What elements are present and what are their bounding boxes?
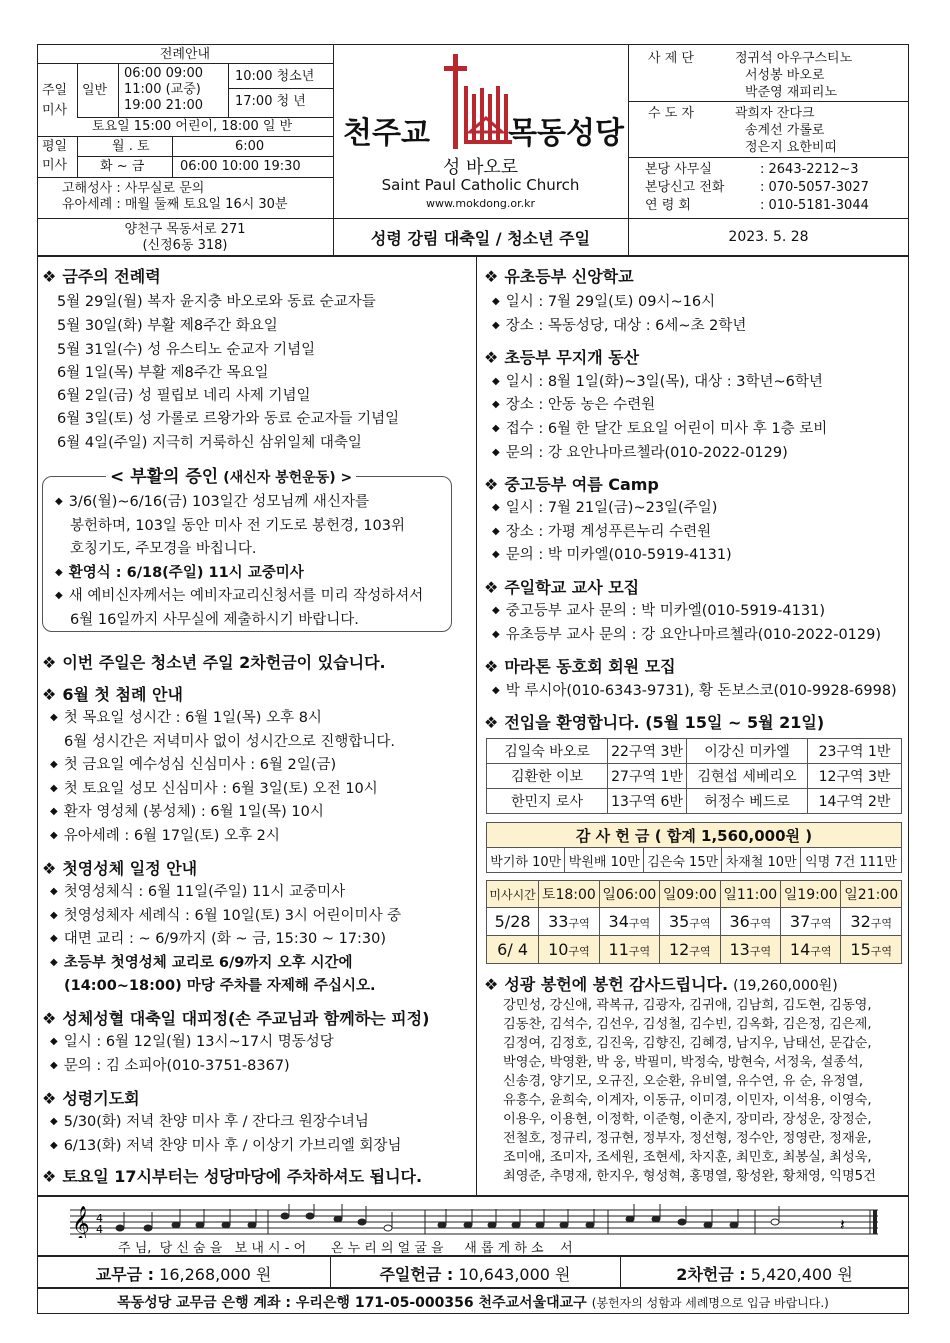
thanks-item: 김은숙 15만 <box>643 848 721 873</box>
second-collection-value: 5,420,400 원 <box>750 1265 853 1284</box>
duty-zone <box>841 908 902 936</box>
religious-name-3: 정은지 요한비띠 <box>745 140 838 155</box>
religious-name-1: 곽희자 잔다크 <box>735 106 815 121</box>
liturgy-item: 6월 1일(목) 부활 제8주간 목요일 <box>57 365 269 381</box>
table-row <box>487 823 902 848</box>
rainbow-line: ◆ 문의 : 강 요안나마르첼라(010-2022-0129) <box>492 441 788 462</box>
welcome-zone: 13구역 6반 <box>608 789 687 814</box>
school-line: ◆ 장소 : 목동성당, 대상 : 6세~초 2학년 <box>492 314 746 335</box>
welcome-heading: ❖ 전입을 환영합니다. (5월 15일 ~ 5월 21일) <box>484 710 824 733</box>
duty-zone-number: 32 <box>850 912 871 931</box>
welcome-name: 한민지 로사 <box>487 789 608 814</box>
liturgy-item: 5월 30일(화) 부활 제8주간 화요일 <box>57 318 278 334</box>
prayer-heading: ❖ 성령기도회 <box>42 1086 140 1109</box>
duty-zone-number: 34 <box>608 912 629 931</box>
communion-line: ◆ 대면 교리 : ~ 6/9까지 (화 ~ 금, 15:30 ~ 17:30) <box>50 927 386 948</box>
school-line: ◆ 일시 : 7월 29일(토) 09시~16시 <box>492 290 715 311</box>
mass-duty-table <box>486 880 902 964</box>
sunday-mass-label2: 미사 <box>42 103 68 118</box>
school-heading: ❖ 유초등부 신앙학교 <box>484 264 634 287</box>
first-week-line: 6월 성시간은 저녁미사 없이 성시간으로 진행합니다. <box>64 734 396 750</box>
donors-line: 강민성, 강신애, 곽복규, 김광자, 김귀애, 김남희, 김도현, 김동영, <box>503 998 872 1013</box>
table-row <box>487 908 902 936</box>
address-line1: 양천구 목동서로 271 <box>124 222 246 237</box>
first-week-line: ◆ 첫 금요일 예수성심 신심미사 : 6월 2일(금) <box>50 753 336 774</box>
liturgy-heading: ❖ 금주의 전례력 <box>42 264 161 287</box>
clergy-role-priests: 사 제 단 <box>648 51 694 66</box>
table-row <box>487 789 902 814</box>
first-week-heading: ❖ 6월 첫 첨례 안내 <box>42 682 183 705</box>
welcome-zone: 23구역 1반 <box>808 739 902 764</box>
sunday-time-1: 06:00 09:00 <box>124 66 204 81</box>
first-week-line: ◆ 첫 목요일 성시간 : 6월 1일(목) 오후 8시 <box>50 706 322 727</box>
witness-line: ◆ 3/6(월)~6/16(금) 103일간 성모님께 새신자를 <box>55 490 369 511</box>
teachers-line: ◆ 중고등부 교사 문의 : 박 미카엘(010-5919-4131) <box>492 599 825 620</box>
patron-name: 성 바오로 <box>442 157 519 178</box>
teachers-heading: ❖ 주일학교 교사 모집 <box>484 575 639 598</box>
duty-zone <box>781 908 841 936</box>
contact-value-report: : 070-5057-3027 <box>760 180 869 195</box>
communion-heading: ❖ 첫영성체 일정 안내 <box>42 856 197 879</box>
table-row <box>487 764 902 789</box>
duty-header: 일11:00 <box>720 881 780 908</box>
duty-zone <box>660 936 720 964</box>
donors-line: 김정여, 김정호, 김진욱, 김향진, 김혜경, 남지우, 남태선, 문갑순, <box>503 1036 872 1051</box>
contact-value-office: : 2643-2212~3 <box>760 162 859 177</box>
bulletin-date: 2023. 5. 28 <box>728 229 809 245</box>
second-collection-label: 2차헌금 : <box>676 1265 746 1284</box>
communion-line: (14:00~18:00) 마당 주차를 자제해 주십시오. <box>64 978 376 994</box>
religious-name-2: 송계선 가롤로 <box>745 123 825 138</box>
duty-zone <box>720 908 780 936</box>
baptism-note: 유아세례 : 매월 둘째 토요일 16시 30분 <box>62 197 288 212</box>
prayer-line: ◆ 6/13(화) 저녁 찬양 미사 후 / 이상기 가브리엘 회장님 <box>50 1134 401 1155</box>
sunday-time-3: 19:00 21:00 <box>124 98 204 113</box>
saturday-mass-line: 토요일 15:00 어린이, 18:00 일 반 <box>92 119 293 134</box>
donors-line: 이용우, 이용현, 이정학, 이준형, 이춘지, 장미라, 장성운, 장정순, <box>503 1112 872 1127</box>
priest-name-1: 정귀석 아우구스티노 <box>735 51 853 66</box>
bank-account: 목동성당 교무금 은행 계좌 : 우리은행 171-05-000356 천주교서울대교구 <box>117 1295 587 1311</box>
witness-title: < 부활의 증인 <box>110 467 219 487</box>
welcome-name: 김환한 이보 <box>487 764 608 789</box>
duty-zone-number: 10 <box>548 940 569 959</box>
donors-line: 최영준, 추명재, 한지우, 형성혁, 홍명열, 황성완, 황채영, 익명5건 <box>503 1169 876 1184</box>
welcome-table <box>486 738 902 814</box>
donors-line: 전철호, 정규리, 정규현, 정부자, 정선형, 정수안, 정영란, 정재윤, <box>503 1131 872 1146</box>
zone-suffix: 구역 <box>628 917 651 930</box>
clergy-role-religious: 수 도 자 <box>648 106 694 121</box>
contact-label-report: 본당신고 전화 <box>645 180 725 195</box>
confession-note: 고해성사 : 사무실로 문의 <box>62 181 205 196</box>
liturgy-item: 5월 31일(수) 성 유스티노 순교자 기념일 <box>57 342 316 358</box>
name-left: 천주교 <box>343 116 430 151</box>
donors-list <box>503 996 876 1186</box>
duty-zone <box>660 908 720 936</box>
weekday-mass-label: 평일 <box>42 139 68 154</box>
svg-text:𝄞: 𝄞 <box>72 1206 90 1238</box>
weekday-mass-label2: 미사 <box>42 158 68 173</box>
corpus-line: ◆ 문의 : 김 소피아(010-3751-8367) <box>50 1054 290 1075</box>
priest-name-2: 서성봉 바오로 <box>745 68 825 83</box>
table-row <box>487 848 902 873</box>
thanks-item: 익명 7건 111만 <box>800 848 901 873</box>
table-row <box>487 881 902 908</box>
liturgy-item: 6월 4일(주일) 지극히 거룩하신 삼위일체 대축일 <box>57 435 362 451</box>
contact-label-funeral: 연 령 회 <box>645 198 691 213</box>
duty-header: 일06:00 <box>599 881 659 908</box>
zone-suffix: 구역 <box>810 945 832 958</box>
donors-line: 조미애, 조미자, 조세원, 조현세, 차지훈, 최민호, 최봉실, 최성욱, <box>503 1150 872 1165</box>
witness-line: 봉헌하며, 103일 동안 미사 전 기도로 봉헌경, 103위 <box>70 518 405 534</box>
zone-suffix: 구역 <box>689 945 711 958</box>
witness-line: 6월 16일까지 사무실에 제출하시기 바랍니다. <box>70 612 359 628</box>
donors-line: 신송경, 양기모, 오규진, 오순환, 유비열, 유수연, 유 순, 유정열, <box>503 1074 864 1089</box>
communion-line: ◆ 첫영성체자 세례식 : 6월 10일(토) 3시 어린이미사 중 <box>50 904 401 925</box>
duty-header: 미사시간 <box>487 881 539 908</box>
prayer-line: ◆ 5/30(화) 저녁 찬양 미사 후 / 잔다크 원장수녀님 <box>50 1110 369 1131</box>
zone-suffix: 구역 <box>568 945 590 958</box>
contact-value-funeral: : 010-5181-3044 <box>760 198 869 213</box>
witness-subtitle: (새신자 봉헌운동) > <box>223 470 353 486</box>
camp-line: ◆ 일시 : 7월 21일(금)~23일(주일) <box>492 496 717 517</box>
first-week-line: ◆ 유아세례 : 6월 17일(토) 오후 2시 <box>50 824 280 845</box>
corpus-line: ◆ 일시 : 6월 12일(월) 13시~17시 명동성당 <box>50 1030 334 1051</box>
witness-line: ◆ 환영식 : 6/18(주일) 11시 교중미사 <box>55 561 304 582</box>
marathon-line: ◆ 박 루시아(010-6343-9731), 황 돈보스코(010-9928-6998) <box>492 679 897 700</box>
duty-zone <box>720 936 780 964</box>
thanks-item: 박원배 10만 <box>565 848 643 873</box>
duty-zone <box>599 936 659 964</box>
weekday-row1-day: 월 . 토 <box>112 139 150 154</box>
sunday-title: 성령 강림 대축일 / 청소년 주일 <box>370 229 591 248</box>
table-row <box>487 739 902 764</box>
duty-zone-number: 37 <box>789 912 811 931</box>
first-week-line: ◆ 환자 영성체 (봉성체) : 6월 1일(목) 10시 <box>50 800 324 821</box>
website-url: www.mokdong.or.kr <box>425 197 536 210</box>
duty-zone-number: 36 <box>729 912 750 931</box>
first-week-line: ◆ 첫 토요일 성모 신심미사 : 6월 3일(토) 오전 10시 <box>50 777 378 798</box>
thanks-title: 감 사 헌 금 ( 합계 1,560,000원 ) <box>487 823 902 848</box>
zone-suffix: 구역 <box>870 945 893 958</box>
zone-suffix: 구역 <box>568 917 590 930</box>
zone-suffix: 구역 <box>749 945 772 958</box>
duty-zone-number: 15 <box>850 940 871 959</box>
camp-heading: ❖ 중고등부 여름 Camp <box>484 472 659 495</box>
contact-label-office: 본당 사무실 <box>645 162 712 177</box>
music-staff <box>70 1204 880 1238</box>
bank-info <box>37 1292 909 1312</box>
table-row <box>487 936 902 964</box>
donors-line: 김동찬, 김석수, 김선우, 김성철, 김수빈, 김옥화, 김은정, 김은제, <box>503 1017 872 1032</box>
parking-notice: ❖ 토요일 17시부터는 성당마당에 주차하셔도 됩니다. <box>42 1164 422 1187</box>
hymn-lyrics: 주 님, 당 신 숨 을 보 내 시 - 어 온 누 리 의 얼 굴 을 새 롭 게 하 소 서 <box>118 1241 573 1256</box>
address-line2: (신정6동 318) <box>142 238 228 253</box>
duty-zone-number: 35 <box>669 912 690 931</box>
camp-line: ◆ 장소 : 가평 계성푸른누리 수련원 <box>492 520 711 541</box>
communion-line: ◆ 초등부 첫영성체 교리로 6/9까지 오후 시간에 <box>50 951 353 972</box>
liturgy-item: 5월 29일(월) 복자 윤지충 바오로와 동료 순교자들 <box>57 294 376 310</box>
collection-notice: ❖ 이번 주일은 청소년 주일 2차헌금이 있습니다. <box>42 650 386 673</box>
rainbow-line: ◆ 일시 : 8월 1일(화)~3일(목), 대상 : 3학년~6학년 <box>492 370 823 391</box>
rainbow-line: ◆ 장소 : 안동 농은 수련원 <box>492 393 655 414</box>
english-name: Saint Paul Catholic Church <box>381 176 580 194</box>
zone-suffix: 구역 <box>689 917 711 930</box>
weekday-row2-day: 화 ~ 금 <box>100 159 145 174</box>
zone-suffix: 구역 <box>870 917 893 930</box>
sunday-collection-label: 주일헌금 : <box>379 1265 454 1284</box>
duty-zone <box>599 908 659 936</box>
witness-line: ◆ 새 예비신자께서는 예비자교리신청서를 미리 작성하셔서 <box>55 584 423 605</box>
welcome-name: 김현섭 세베리오 <box>687 764 808 789</box>
duty-header: 토18:00 <box>539 881 599 908</box>
name-right: 목동성당 <box>508 116 624 151</box>
duty-zone <box>841 936 902 964</box>
duty-zone-number: 33 <box>548 912 569 931</box>
sunday-general-label: 일반 <box>82 83 108 98</box>
rainbow-line: ◆ 접수 : 6월 한 달간 토요일 어린이 미사 후 1층 로비 <box>492 417 827 438</box>
duty-header: 일19:00 <box>781 881 841 908</box>
church-logo <box>436 52 516 152</box>
zone-suffix: 구역 <box>628 945 651 958</box>
duty-header: 일21:00 <box>841 881 902 908</box>
priest-name-3: 박준영 재피리노 <box>745 85 838 100</box>
liturgy-item: 6월 3일(토) 성 가롤로 르왕가와 동료 순교자들 기념일 <box>57 411 400 427</box>
liturgy-item: 6월 2일(금) 성 필립보 네리 사제 기념일 <box>57 388 311 404</box>
donors-heading-wrap <box>484 972 838 995</box>
duty-header: 일09:00 <box>660 881 720 908</box>
duty-zone-number: 14 <box>789 940 811 959</box>
sunday-collection-total <box>330 1262 620 1285</box>
welcome-name: 허정수 베드로 <box>687 789 808 814</box>
duty-zone <box>781 936 841 964</box>
welcome-zone: 14구역 2반 <box>808 789 902 814</box>
liturgy-guide-title: 전례안내 <box>159 47 211 62</box>
welcome-name: 이강신 미카엘 <box>687 739 808 764</box>
svg-text:4: 4 <box>96 1223 103 1236</box>
welcome-zone: 12구역 3반 <box>808 764 902 789</box>
tithe-label: 교무금 : <box>95 1265 155 1284</box>
donors-heading: ❖ 성광 봉헌에 봉헌 감사드립니다. <box>484 975 728 994</box>
svg-text:𝄽: 𝄽 <box>840 1215 845 1234</box>
donors-amount: (19,260,000원) <box>733 978 838 994</box>
bank-note: (봉헌자의 성함과 세례명으로 입금 바랍니다.) <box>591 1296 829 1310</box>
duty-date: 6/ 4 <box>487 936 539 964</box>
youth-time-1: 10:00 청소년 <box>235 69 315 84</box>
duty-zone <box>539 908 599 936</box>
welcome-zone: 27구역 1반 <box>608 764 687 789</box>
duty-zone <box>539 936 599 964</box>
witness-title-wrap <box>106 462 356 487</box>
thanks-item: 박기하 10만 <box>487 848 565 873</box>
sunday-time-2: 11:00 (교중) <box>124 82 201 97</box>
zone-suffix: 구역 <box>749 917 772 930</box>
welcome-zone: 22구역 3반 <box>608 739 687 764</box>
thanks-item: 차재철 10만 <box>722 848 800 873</box>
duty-zone-number: 13 <box>729 940 750 959</box>
tithe-value: 16,268,000 원 <box>159 1265 272 1284</box>
thanks-table <box>486 822 902 873</box>
second-collection-total <box>620 1262 909 1285</box>
duty-zone-number: 11 <box>608 940 629 959</box>
svg-text:4: 4 <box>96 1212 103 1225</box>
donors-line: 박영순, 박영환, 박 웅, 박필미, 박정숙, 방현숙, 서정욱, 설종석, <box>503 1055 864 1070</box>
zone-suffix: 구역 <box>810 917 832 930</box>
sunday-mass-label: 주일 <box>42 83 68 98</box>
duty-date: 5/28 <box>487 908 539 936</box>
welcome-name: 김일숙 바오로 <box>487 739 608 764</box>
youth-time-2: 17:00 청 년 <box>235 94 306 109</box>
marathon-heading: ❖ 마라톤 동호회 회원 모집 <box>484 654 676 677</box>
rainbow-heading: ❖ 초등부 무지개 동산 <box>484 345 639 368</box>
sunday-collection-value: 10,643,000 원 <box>458 1265 571 1284</box>
tithe-total <box>37 1262 330 1285</box>
duty-zone-number: 12 <box>669 940 690 959</box>
teachers-line: ◆ 유초등부 교사 문의 : 강 요안나마르첼라(010-2022-0129) <box>492 623 881 644</box>
communion-line: ◆ 첫영성체식 : 6월 11일(주일) 11시 교중미사 <box>50 880 345 901</box>
donors-line: 유흥수, 윤희숙, 이계자, 이동규, 이미경, 이민자, 이석용, 이영숙, <box>503 1093 872 1108</box>
corpus-heading: ❖ 성체성혈 대축일 대피정(손 주교님과 함께하는 피정) <box>42 1006 429 1029</box>
weekday-row1-time: 6:00 <box>235 139 265 154</box>
camp-line: ◆ 문의 : 박 미카엘(010-5919-4131) <box>492 543 732 564</box>
weekday-row2-time: 06:00 10:00 19:30 <box>180 159 301 174</box>
witness-line: 호칭기도, 주모경을 바칩니다. <box>70 541 257 557</box>
